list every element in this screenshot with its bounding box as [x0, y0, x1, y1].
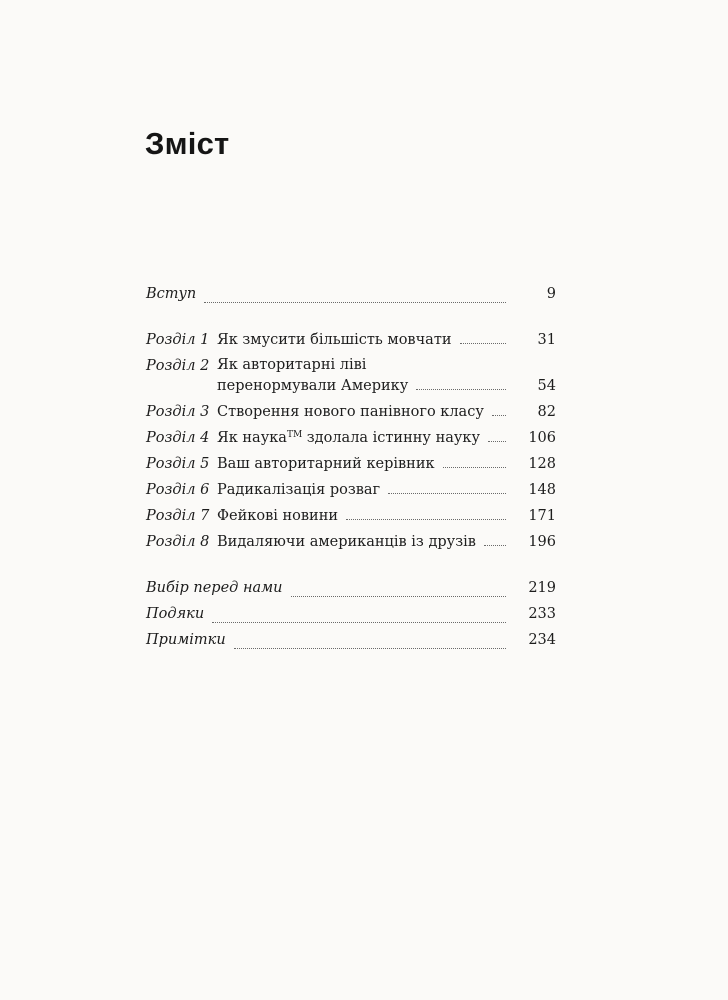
dot-leader: [460, 342, 506, 344]
chapter-title-text: Радикалізація розваг: [217, 482, 381, 498]
toc-intro-group: [146, 281, 556, 307]
chapter-title: [217, 428, 514, 451]
dot-leader: [234, 647, 506, 649]
toc-entry-label: Подяки: [146, 606, 205, 622]
toc-entry-chapter-6[interactable]: [146, 477, 556, 503]
dot-leader: [443, 466, 506, 468]
toc-entry-chapter-2[interactable]: [146, 353, 556, 399]
toc-entry-label: Вступ: [146, 286, 197, 302]
dot-leader: [488, 440, 506, 442]
dot-leader: [291, 595, 506, 597]
toc-entry-label: Примітки: [146, 632, 226, 648]
toc-page-number: 106: [528, 430, 556, 446]
chapter-title-line: [217, 454, 514, 475]
chapter-label: Розділ 6: [146, 482, 210, 498]
toc-entry-chapter-8[interactable]: [146, 529, 556, 555]
page-title: Зміст: [145, 126, 230, 161]
toc-entry-intro[interactable]: [146, 281, 556, 307]
chapter-title-main: Як наука: [217, 430, 287, 446]
toc-page-number: 82: [537, 404, 556, 420]
dot-leader: [484, 544, 506, 546]
chapter-title-text: перенормували Америку: [217, 378, 409, 394]
chapter-title-line: [217, 330, 514, 351]
chapter-label: Розділ 8: [146, 534, 210, 550]
chapter-label: Розділ 7: [146, 508, 210, 524]
dot-leader: [204, 301, 506, 303]
toc-entry-chapter-5[interactable]: [146, 451, 556, 477]
chapter-title-text: Ваш авторитарний керівник: [217, 456, 435, 472]
chapter-label: Розділ 1: [146, 332, 210, 348]
toc-page-number: 196: [528, 534, 556, 550]
chapter-title: [217, 402, 514, 425]
chapter-title: [217, 480, 514, 503]
chapter-title-text: [217, 428, 480, 449]
toc-closing-group: [146, 575, 556, 653]
chapter-title: [217, 532, 514, 555]
dot-leader: [212, 621, 506, 623]
toc-page-number: 54: [537, 378, 556, 394]
chapter-title-line: [217, 376, 514, 397]
chapter-label: Розділ 5: [146, 456, 210, 472]
chapter-title-rest: здолала істинну науку: [302, 430, 481, 446]
toc-entry-chapter-7[interactable]: [146, 503, 556, 529]
toc-entry-acknowledgments[interactable]: [146, 601, 556, 627]
chapter-title-text: Видаляючи американців із друзів: [217, 534, 476, 550]
toc-chapters-group: [146, 327, 556, 555]
toc-entry-chapter-4[interactable]: [146, 425, 556, 451]
chapter-title: [217, 355, 514, 399]
toc-entry-choice[interactable]: [146, 575, 556, 601]
chapter-title-text: Як змусити більшість мовчати: [217, 332, 452, 348]
dot-leader: [492, 414, 506, 416]
dot-leader: [388, 492, 506, 494]
chapter-title-text: Як авторитарні ліві: [217, 357, 367, 373]
toc-page-number: 234: [528, 632, 556, 648]
chapter-label: Розділ 2: [146, 358, 210, 374]
chapter-title: [217, 506, 514, 529]
chapter-label: Розділ 3: [146, 404, 210, 420]
toc-page-number: 148: [528, 482, 556, 498]
chapter-title: [217, 454, 514, 477]
toc-entry-notes[interactable]: [146, 627, 556, 653]
chapter-title-text: Створення нового панівного класу: [217, 404, 484, 420]
toc-entry-label: Вибір перед нами: [146, 580, 283, 596]
toc-page-number: 9: [546, 286, 556, 302]
chapter-title-line: [217, 506, 514, 527]
toc-page-number: 233: [528, 606, 556, 622]
chapter-title-text: Фейкові новини: [217, 508, 339, 524]
table-of-contents: [146, 281, 556, 653]
chapter-title-line: [217, 532, 514, 553]
trademark-mark: TM: [286, 430, 303, 440]
toc-page-number: 171: [528, 508, 556, 524]
toc-entry-chapter-3[interactable]: [146, 399, 556, 425]
toc-entry-chapter-1[interactable]: [146, 327, 556, 353]
dot-leader: [346, 518, 506, 520]
dot-leader: [416, 388, 506, 390]
chapter-title-line: [217, 480, 514, 501]
chapter-label: Розділ 4: [146, 430, 210, 446]
chapter-title-line: [217, 355, 514, 376]
chapter-title-line: [217, 402, 514, 423]
chapter-title-line: [217, 428, 514, 449]
toc-page-number: 219: [528, 580, 556, 596]
chapter-title: [217, 330, 514, 353]
toc-page-number: 31: [537, 332, 556, 348]
toc-page-number: 128: [528, 456, 556, 472]
